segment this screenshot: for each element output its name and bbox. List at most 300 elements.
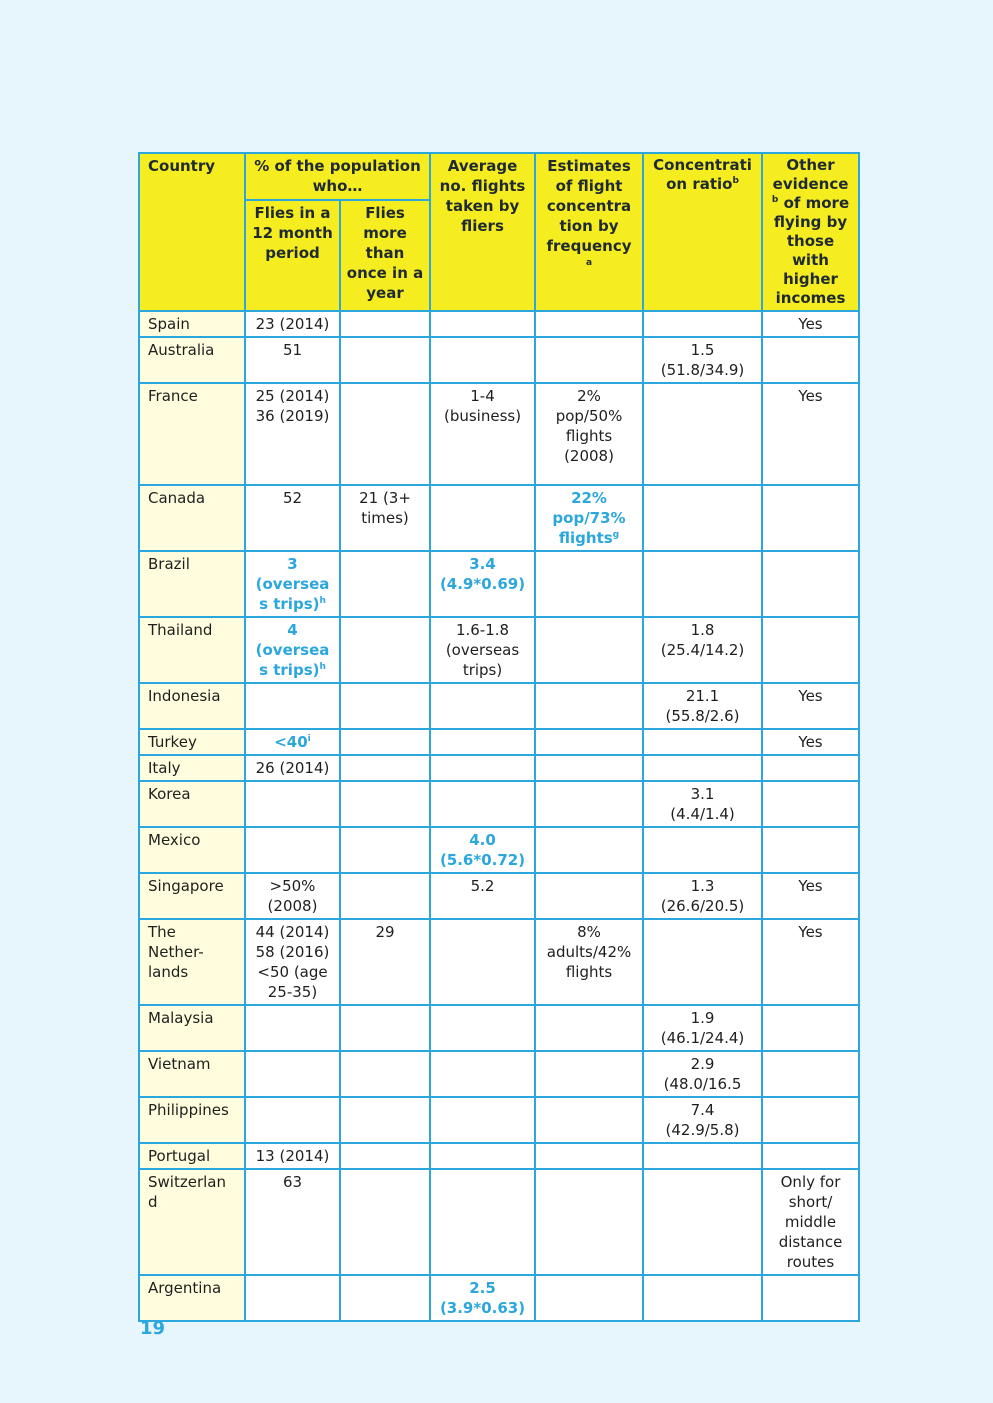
cell-value: 58 (2016) xyxy=(255,943,330,961)
cell-flies-more-than-once xyxy=(340,729,430,755)
cell-text xyxy=(648,1054,757,1074)
cell-text xyxy=(648,1028,757,1048)
cell-value: (42.9/5.8) xyxy=(665,1121,740,1139)
cell-text xyxy=(250,314,335,334)
cell-estimates xyxy=(535,729,643,755)
table-row xyxy=(139,617,859,683)
cell-text xyxy=(648,686,757,706)
table-row xyxy=(139,827,859,873)
cell-value: (48.0/16.5 xyxy=(663,1075,742,1093)
cell-ratio xyxy=(643,729,762,755)
cell-value: (46.1/24.4) xyxy=(660,1029,745,1047)
table-row xyxy=(139,311,859,337)
cell-other-evidence xyxy=(762,729,859,755)
table-row xyxy=(139,1005,859,1051)
cell-value: 29 xyxy=(375,923,395,941)
cell-value: 21 (3+ xyxy=(359,489,411,507)
cell-value: 2.5 xyxy=(469,1279,496,1297)
cell-text xyxy=(250,620,335,640)
cell-text xyxy=(250,594,335,614)
header-estimates-sup: a xyxy=(585,258,593,268)
cell-value: Yes xyxy=(798,733,823,751)
cell-flies-more-than-once xyxy=(340,337,430,383)
cell-other-evidence xyxy=(762,1097,859,1143)
cell-value: s trips) xyxy=(259,595,320,613)
cell-value: s trips) xyxy=(259,661,320,679)
table-row xyxy=(139,1097,859,1143)
cell-text xyxy=(435,1278,530,1298)
cell-flies-more-than-once xyxy=(340,1097,430,1143)
cell-value: trips) xyxy=(462,661,503,679)
cell-avg-flights xyxy=(430,383,535,485)
cell-text xyxy=(250,896,335,916)
header-flies-12-month: Flies in a 12 month period xyxy=(245,200,340,311)
country-line: Switzerlan xyxy=(148,1173,226,1191)
cell-flies-12-month xyxy=(245,729,340,755)
cell-estimates xyxy=(535,827,643,873)
cell-text xyxy=(767,314,854,334)
cell-country: Australia xyxy=(139,337,245,383)
cell-text xyxy=(345,508,425,528)
cell-flies-more-than-once xyxy=(340,1143,430,1169)
cell-estimates xyxy=(535,781,643,827)
table-row xyxy=(139,1169,859,1275)
cell-value: 8% xyxy=(577,923,601,941)
cell-estimates xyxy=(535,311,643,337)
cell-ratio xyxy=(643,1275,762,1321)
cell-value: 13 (2014) xyxy=(255,1147,330,1165)
cell-text xyxy=(648,706,757,726)
cell-text xyxy=(767,386,854,406)
cell-value: 2% xyxy=(577,387,601,405)
cell-ratio xyxy=(643,1169,762,1275)
cell-value: (51.8/34.9) xyxy=(660,361,745,379)
cell-country: Italy xyxy=(139,755,245,781)
cell-value: 25 (2014) xyxy=(255,387,330,405)
header-estimates-text: Estimates of flight concentra tion by frequency xyxy=(546,157,632,255)
cell-estimates xyxy=(535,1051,643,1097)
cell-other-evidence xyxy=(762,1143,859,1169)
cell-value: 4 xyxy=(287,621,298,639)
cell-ratio xyxy=(643,383,762,485)
cell-other-evidence xyxy=(762,1051,859,1097)
cell-text xyxy=(767,732,854,752)
cell-text xyxy=(648,360,757,380)
cell-text xyxy=(435,574,530,594)
cell-value: 5.2 xyxy=(470,877,495,895)
cell-value: times) xyxy=(361,509,409,527)
country-line: lands xyxy=(148,963,189,981)
cell-value: Yes xyxy=(798,877,823,895)
cell-text xyxy=(250,1146,335,1166)
cell-flies-12-month xyxy=(245,1097,340,1143)
cell-estimates xyxy=(535,337,643,383)
cell-country: Thailand xyxy=(139,617,245,683)
cell-other-evidence xyxy=(762,337,859,383)
cell-ratio xyxy=(643,873,762,919)
cell-value: 44 (2014) xyxy=(255,923,330,941)
cell-text xyxy=(540,508,638,528)
cell-value: 1.5 xyxy=(690,341,715,359)
cell-text xyxy=(250,406,335,426)
header-other-evidence xyxy=(762,153,859,311)
cell-flies-12-month xyxy=(245,311,340,337)
cell-flies-more-than-once xyxy=(340,827,430,873)
cell-other-evidence xyxy=(762,755,859,781)
cell-value: (4.4/1.4) xyxy=(670,805,735,823)
cell-flies-more-than-once xyxy=(340,551,430,617)
cell-value: pop/50% xyxy=(555,407,623,425)
cell-flies-12-month xyxy=(245,337,340,383)
table-row xyxy=(139,729,859,755)
cell-value: (25.4/14.2) xyxy=(660,641,745,659)
cell-ratio xyxy=(643,551,762,617)
cell-flies-more-than-once xyxy=(340,919,430,1005)
cell-estimates xyxy=(535,1169,643,1275)
cell-flies-12-month xyxy=(245,551,340,617)
cell-estimates xyxy=(535,383,643,485)
cell-flies-more-than-once xyxy=(340,781,430,827)
cell-avg-flights xyxy=(430,337,535,383)
cell-flies-12-month xyxy=(245,873,340,919)
cell-value: 3.1 xyxy=(690,785,715,803)
cell-other-evidence xyxy=(762,383,859,485)
cell-other-evidence xyxy=(762,919,859,1005)
cell-country: Vietnam xyxy=(139,1051,245,1097)
cell-avg-flights xyxy=(430,1143,535,1169)
cell-text xyxy=(435,386,530,406)
cell-avg-flights xyxy=(430,873,535,919)
cell-text xyxy=(767,1172,854,1192)
cell-estimates xyxy=(535,919,643,1005)
cell-flies-12-month xyxy=(245,1169,340,1275)
cell-flies-12-month xyxy=(245,1143,340,1169)
table-row xyxy=(139,683,859,729)
cell-value: 1.9 xyxy=(690,1009,715,1027)
cell-value: (overseas xyxy=(445,641,520,659)
cell-avg-flights xyxy=(430,1169,535,1275)
cell-text xyxy=(648,1008,757,1028)
cell-value: 36 (2019) xyxy=(255,407,330,425)
table-row xyxy=(139,755,859,781)
cell-estimates xyxy=(535,1097,643,1143)
cell-country: Spain xyxy=(139,311,245,337)
cell-ratio xyxy=(643,485,762,551)
cell-value: Yes xyxy=(798,387,823,405)
header-other-text-b: of more flying by those with higher incomes xyxy=(773,194,850,307)
cell-ratio xyxy=(643,827,762,873)
cell-flies-12-month xyxy=(245,781,340,827)
cell-value: 1.6-1.8 xyxy=(455,621,510,639)
cell-text xyxy=(250,922,335,942)
cell-ratio xyxy=(643,781,762,827)
cell-text xyxy=(250,386,335,406)
cell-ratio xyxy=(643,311,762,337)
cell-text xyxy=(435,620,530,640)
cell-value: 52 xyxy=(282,489,303,507)
table-row xyxy=(139,1143,859,1169)
cell-country: Korea xyxy=(139,781,245,827)
cell-country xyxy=(139,919,245,1005)
header-ratio xyxy=(643,153,762,311)
cell-text xyxy=(767,876,854,896)
cell-text xyxy=(648,1100,757,1120)
cell-flies-more-than-once xyxy=(340,383,430,485)
cell-country: Canada xyxy=(139,485,245,551)
cell-text xyxy=(250,942,335,962)
cell-other-evidence xyxy=(762,683,859,729)
cell-flies-12-month xyxy=(245,827,340,873)
cell-ratio xyxy=(643,1097,762,1143)
cell-value: <50 (age xyxy=(257,963,328,981)
cell-value: 22% xyxy=(571,489,607,507)
cell-text xyxy=(540,406,638,426)
cell-value: middle xyxy=(784,1213,837,1231)
cell-estimates xyxy=(535,551,643,617)
cell-value: Yes xyxy=(798,923,823,941)
cell-flies-12-month xyxy=(245,1051,340,1097)
cell-value: 21.1 xyxy=(685,687,720,705)
cell-flies-12-month xyxy=(245,383,340,485)
cell-flies-more-than-once xyxy=(340,873,430,919)
cell-avg-flights xyxy=(430,311,535,337)
cell-ratio xyxy=(643,1143,762,1169)
cell-estimates xyxy=(535,485,643,551)
cell-text xyxy=(435,406,530,426)
cell-estimates xyxy=(535,1143,643,1169)
cell-text xyxy=(540,942,638,962)
cell-text xyxy=(435,660,530,680)
table-row xyxy=(139,919,859,1005)
cell-avg-flights xyxy=(430,781,535,827)
cell-value: 51 xyxy=(282,341,303,359)
footnote-marker: i xyxy=(307,734,311,744)
cell-text xyxy=(345,922,425,942)
cell-ratio xyxy=(643,617,762,683)
cell-value: 25-35) xyxy=(267,983,318,1001)
cell-flies-more-than-once xyxy=(340,485,430,551)
header-population-group: % of the population who… xyxy=(245,153,430,200)
cell-value: Only for xyxy=(780,1173,841,1191)
cell-value: adults/42% xyxy=(546,943,632,961)
table-row xyxy=(139,383,859,485)
cell-ratio xyxy=(643,919,762,1005)
cell-value: (oversea xyxy=(255,641,330,659)
cell-flies-12-month xyxy=(245,919,340,1005)
cell-text xyxy=(435,640,530,660)
cell-text xyxy=(648,784,757,804)
cell-avg-flights xyxy=(430,1005,535,1051)
cell-value: 1.8 xyxy=(690,621,715,639)
cell-text xyxy=(767,686,854,706)
cell-flies-12-month xyxy=(245,683,340,729)
cell-other-evidence xyxy=(762,485,859,551)
cell-text xyxy=(250,554,335,574)
cell-country: Argentina xyxy=(139,1275,245,1321)
cell-avg-flights xyxy=(430,1097,535,1143)
cell-estimates xyxy=(535,683,643,729)
cell-country: Philippines xyxy=(139,1097,245,1143)
cell-flies-12-month xyxy=(245,1275,340,1321)
header-avg-flights: Average no. flights taken by fliers xyxy=(430,153,535,311)
table-row xyxy=(139,1275,859,1321)
cell-ratio xyxy=(643,1051,762,1097)
cell-other-evidence xyxy=(762,311,859,337)
footnote-marker: h xyxy=(319,596,326,606)
cell-country: Indonesia xyxy=(139,683,245,729)
cell-value: 4.0 xyxy=(469,831,496,849)
cell-text xyxy=(767,1252,854,1272)
cell-flies-more-than-once xyxy=(340,683,430,729)
table-row xyxy=(139,337,859,383)
table-row xyxy=(139,551,859,617)
cell-estimates xyxy=(535,1005,643,1051)
cell-country: Malaysia xyxy=(139,1005,245,1051)
cell-value: 3 xyxy=(287,555,298,573)
header-country: Country xyxy=(139,153,245,311)
cell-flies-more-than-once xyxy=(340,755,430,781)
cell-text xyxy=(345,488,425,508)
cell-text xyxy=(435,554,530,574)
cell-flies-more-than-once xyxy=(340,1169,430,1275)
header-other-text-a: Other evidence xyxy=(772,156,849,193)
cell-text xyxy=(435,850,530,870)
cell-estimates xyxy=(535,755,643,781)
cell-text xyxy=(250,574,335,594)
table-body xyxy=(139,311,859,1321)
cell-text xyxy=(540,426,638,446)
cell-text xyxy=(435,1298,530,1318)
cell-country xyxy=(139,1169,245,1275)
cell-text xyxy=(250,732,335,752)
cell-country: Turkey xyxy=(139,729,245,755)
cell-other-evidence xyxy=(762,617,859,683)
footnote-marker: h xyxy=(319,662,326,672)
cell-text xyxy=(648,804,757,824)
cell-value: >50% xyxy=(269,877,316,895)
cell-value: 1-4 xyxy=(470,387,495,405)
cell-other-evidence xyxy=(762,1005,859,1051)
header-ratio-sup: b xyxy=(732,176,739,186)
cell-text xyxy=(250,758,335,778)
cell-text xyxy=(648,620,757,640)
footnote-marker: g xyxy=(612,530,620,540)
cell-ratio xyxy=(643,337,762,383)
cell-value: short/ xyxy=(788,1193,833,1211)
cell-flies-more-than-once xyxy=(340,1051,430,1097)
table-row xyxy=(139,873,859,919)
country-line: d xyxy=(148,1193,158,1211)
cell-other-evidence xyxy=(762,1275,859,1321)
cell-avg-flights xyxy=(430,1275,535,1321)
cell-value: 7.4 xyxy=(690,1101,715,1119)
cell-value: distance xyxy=(778,1233,843,1251)
cell-flies-more-than-once xyxy=(340,1005,430,1051)
cell-other-evidence xyxy=(762,551,859,617)
cell-estimates xyxy=(535,617,643,683)
cell-value: (26.6/20.5) xyxy=(660,897,745,915)
cell-text xyxy=(250,340,335,360)
cell-value: (55.8/2.6) xyxy=(665,707,740,725)
cell-value: (business) xyxy=(443,407,522,425)
cell-text xyxy=(648,340,757,360)
cell-text xyxy=(767,1232,854,1252)
cell-ratio xyxy=(643,755,762,781)
cell-country: Singapore xyxy=(139,873,245,919)
cell-avg-flights xyxy=(430,551,535,617)
cell-text xyxy=(250,876,335,896)
cell-text xyxy=(435,830,530,850)
cell-value: (oversea xyxy=(255,575,330,593)
table-row xyxy=(139,485,859,551)
cell-text xyxy=(648,896,757,916)
cell-value: flights xyxy=(565,427,613,445)
page-number: 19 xyxy=(140,1318,166,1339)
table-header xyxy=(139,153,859,311)
cell-value: 26 (2014) xyxy=(255,759,330,777)
cell-flies-12-month xyxy=(245,485,340,551)
cell-value: (5.6*0.72) xyxy=(439,851,526,869)
cell-text xyxy=(250,982,335,1002)
cell-value: Yes xyxy=(798,315,823,333)
cell-avg-flights xyxy=(430,919,535,1005)
cell-avg-flights xyxy=(430,683,535,729)
cell-text xyxy=(540,446,638,466)
cell-value: Yes xyxy=(798,687,823,705)
cell-text xyxy=(767,1192,854,1212)
cell-ratio xyxy=(643,683,762,729)
cell-country: Portugal xyxy=(139,1143,245,1169)
header-other-sup: b xyxy=(771,195,779,205)
cell-text xyxy=(250,660,335,680)
cell-estimates xyxy=(535,1275,643,1321)
cell-text xyxy=(250,488,335,508)
cell-other-evidence xyxy=(762,781,859,827)
cell-text xyxy=(250,962,335,982)
cell-value: 2.9 xyxy=(690,1055,715,1073)
cell-text xyxy=(648,1074,757,1094)
cell-other-evidence xyxy=(762,827,859,873)
cell-avg-flights xyxy=(430,729,535,755)
header-ratio-text: Concentrati on ratio xyxy=(653,156,752,193)
cell-text xyxy=(435,876,530,896)
cell-value: 23 (2014) xyxy=(255,315,330,333)
cell-value: pop/73% xyxy=(552,509,626,527)
cell-flies-more-than-once xyxy=(340,1275,430,1321)
cell-value: 63 xyxy=(282,1173,303,1191)
cell-text xyxy=(767,922,854,942)
cell-text xyxy=(250,640,335,660)
cell-ratio xyxy=(643,1005,762,1051)
cell-flies-more-than-once xyxy=(340,311,430,337)
cell-country: Brazil xyxy=(139,551,245,617)
cell-value: (3.9*0.63) xyxy=(439,1299,526,1317)
cell-text xyxy=(540,962,638,982)
cell-text xyxy=(540,528,638,548)
header-estimates xyxy=(535,153,643,311)
cell-country: France xyxy=(139,383,245,485)
table-row xyxy=(139,1051,859,1097)
cell-text xyxy=(540,488,638,508)
cell-text xyxy=(648,1120,757,1140)
cell-avg-flights xyxy=(430,1051,535,1097)
cell-text xyxy=(540,386,638,406)
cell-avg-flights xyxy=(430,827,535,873)
cell-estimates xyxy=(535,873,643,919)
cell-other-evidence xyxy=(762,873,859,919)
cell-flies-more-than-once xyxy=(340,617,430,683)
cell-value: 3.4 xyxy=(469,555,496,573)
